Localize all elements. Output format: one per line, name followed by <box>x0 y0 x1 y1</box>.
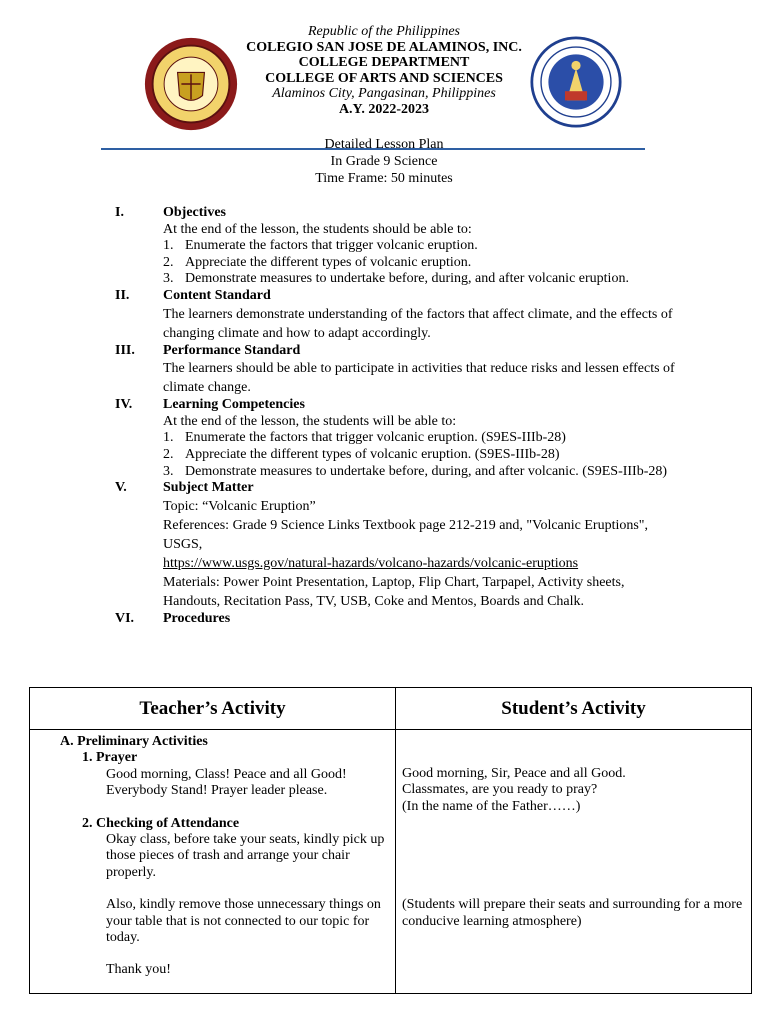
school-address: Alaminos City, Pangasinan, Philippines <box>272 86 496 101</box>
section-objectives <box>115 205 685 288</box>
section-title: Subject Matter <box>163 480 254 496</box>
section-number: V. <box>115 480 127 496</box>
section-number: VI. <box>115 610 135 626</box>
prayer-text: Good morning, Class! Peace and all Good! Everybody Stand! Prayer leader please. <box>106 766 347 799</box>
list-item: 2. Appreciate the different types of volcanic eruption. <box>163 254 472 270</box>
student-attendance-response: (Students will prepare their seats and surrounding for a more conducive learning atmosphere) <box>402 897 743 929</box>
student-activity-header: Student’s Activity <box>396 688 752 730</box>
section-body: The learners demonstrate understanding of the factors that affect climate, and the effects of changing climate and how to adapt accordingly. <box>163 306 673 341</box>
attendance-text-1: Okay class, before take your seats, kindly pick up those pieces of trash and arrange your chair properly. <box>106 832 385 880</box>
procedures-table <box>29 687 752 994</box>
list-item: 3. Demonstrate measures to undertake before, during, and after volcanic. (S9ES-IIIb-28) <box>163 463 668 479</box>
attendance-heading: 2. Checking of Attendance <box>82 815 240 831</box>
section-number: II. <box>115 287 130 303</box>
section-body: The learners should be able to participate in activities that reduce risks and lessen effects of climate change. <box>163 361 675 396</box>
teacher-activity-header: Teacher’s Activity <box>30 688 396 730</box>
topic-line: Topic: “Volcanic Eruption” <box>163 498 316 514</box>
list-item: 1. Enumerate the factors that trigger volcanic eruption. <box>163 238 478 254</box>
objectives-list <box>163 238 685 288</box>
section-performance-standard <box>115 343 685 398</box>
student-prayer-line-3: (In the name of the Father……) <box>402 798 581 814</box>
student-prayer-line-2: Classmates, are you ready to pray? <box>402 782 598 798</box>
document-header <box>0 24 768 130</box>
section-learning-competencies <box>115 397 685 480</box>
materials-line: Materials: Power Point Presentation, Laptop, Flip Chart, Tarpapel, Activity sheets, Handouts, Recitation Pass, TV, USB, Coke and Mentos, Boards and Chalk. <box>163 574 625 609</box>
student-activity-cell <box>396 730 752 994</box>
section-title: Objectives <box>163 205 226 220</box>
section-title: Procedures <box>163 610 231 626</box>
department-name: COLLEGE DEPARTMENT <box>298 55 470 70</box>
usgs-link[interactable]: https://www.usgs.gov/natural-hazards/volcano-hazards/volcanic-eruptions <box>163 555 579 571</box>
section-number: I. <box>115 205 124 220</box>
preliminary-activities-heading: A. Preliminary Activities <box>60 734 208 749</box>
section-number: IV. <box>115 397 133 413</box>
header-text <box>180 24 588 117</box>
section-lead: At the end of the lesson, the students will be able to: <box>163 413 457 429</box>
references-line: References: Grade 9 Science Links Textbook page 212-219 and, "Volcanic Eruptions", USGS, <box>163 517 649 552</box>
list-item: 3. Demonstrate measures to undertake before, during, and after volcanic eruption. <box>163 271 629 287</box>
plan-time-frame: Time Frame: 50 minutes <box>315 171 453 186</box>
lesson-plan-heading <box>0 136 768 187</box>
list-item: 2. Appreciate the different types of volcanic eruption. (S9ES-IIIb-28) <box>163 446 560 462</box>
college-name: COLLEGE OF ARTS AND SCIENCES <box>265 70 503 86</box>
attendance-text-3: Thank you! <box>106 962 171 978</box>
section-lead: At the end of the lesson, the students should be able to: <box>163 221 472 237</box>
republic-line: Republic of the Philippines <box>307 24 461 39</box>
plan-grade: In Grade 9 Science <box>330 154 438 169</box>
table-row <box>30 730 752 994</box>
list-item: 1. Enumerate the factors that trigger volcanic eruption. (S9ES-IIIb-28) <box>163 430 566 446</box>
deped-seal-icon <box>530 36 622 128</box>
competencies-list <box>163 430 685 480</box>
section-number: III. <box>115 342 135 358</box>
lesson-outline <box>115 205 685 627</box>
section-subject-matter <box>115 480 685 611</box>
attendance-text-2: Also, kindly remove those unnecessary things on your table that is not connected to our topic for today. <box>106 897 381 946</box>
student-prayer-line-1: Good morning, Sir, Peace and all Good. <box>402 766 626 781</box>
plan-title: Detailed Lesson Plan <box>324 137 444 152</box>
section-title: Performance Standard <box>163 342 301 358</box>
section-procedures <box>115 611 685 628</box>
table-header-row <box>30 688 752 730</box>
section-title: Content Standard <box>163 287 271 303</box>
section-content-standard <box>115 288 685 343</box>
teacher-activity-cell <box>30 730 396 994</box>
school-name: COLEGIO SAN JOSE DE ALAMINOS, INC. <box>246 39 522 55</box>
prayer-heading: 1. Prayer <box>82 750 138 766</box>
section-title: Learning Competencies <box>163 397 305 413</box>
academic-year: A.Y. 2022-2023 <box>338 101 430 117</box>
